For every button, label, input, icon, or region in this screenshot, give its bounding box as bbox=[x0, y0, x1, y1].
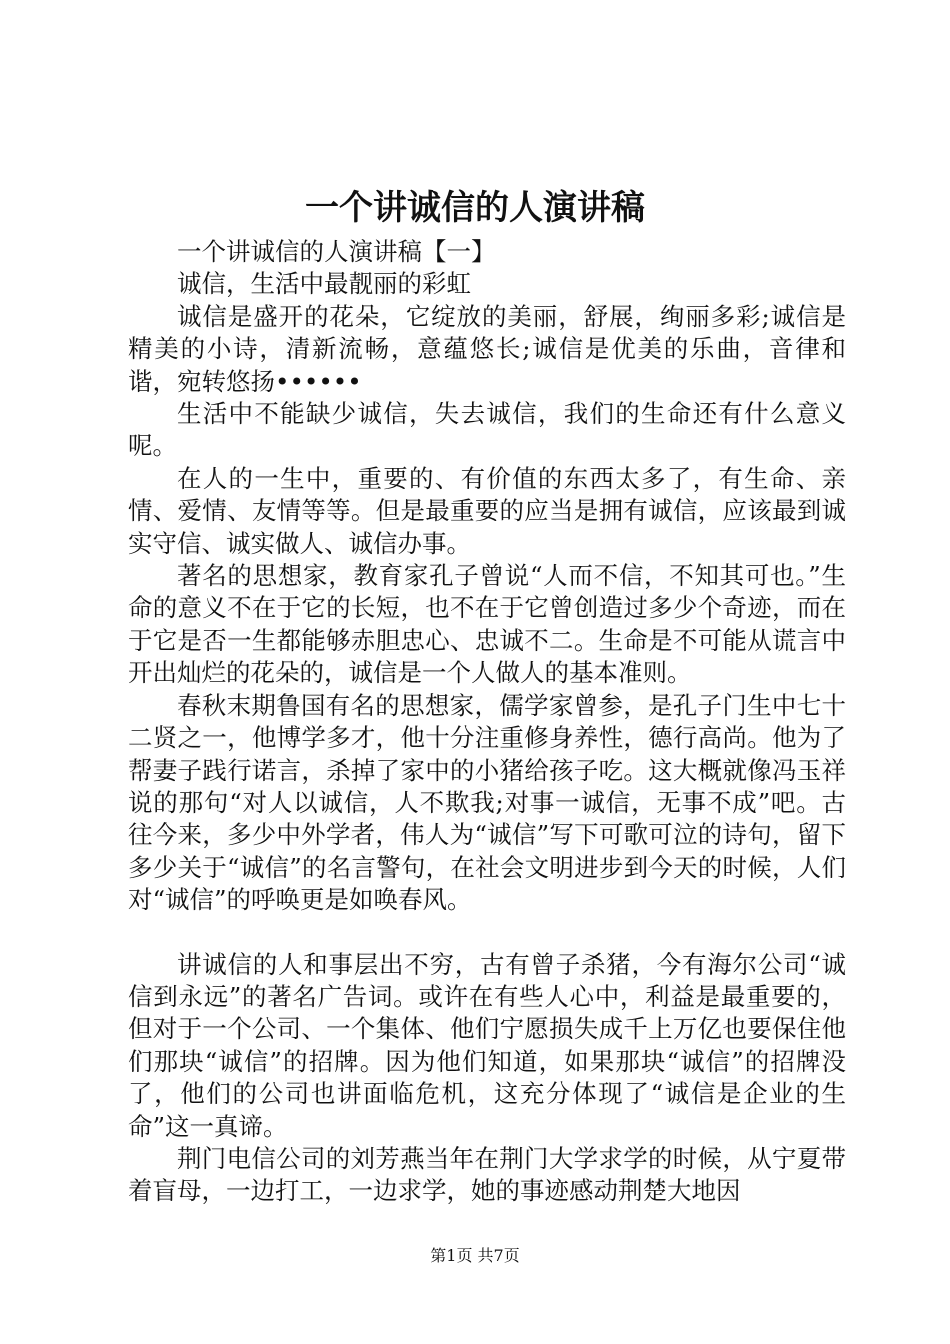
document-body bbox=[128, 236, 846, 1208]
paragraph: 春秋末期鲁国有名的思想家，儒学家曾参，是孔子门生中七十二贤之一，他博学多才，他十分注重修身养性，德行高尚。他为了帮妻子践行诺言，杀掉了家中的小猪给孩子吃。这大概就像冯玉祥说的那句“对人以诚信，人不欺我;对事一诚信，无事不成”吧。古往今来，多少中外学者，伟人为“诚信”写下可歌可泣的诗句，留下多少关于“诚信”的名言警句，在社会文明进步到今天的时候，人们对“诚信”的呼唤更是如唤春风。 bbox=[128, 690, 846, 915]
paragraph: 诚信是盛开的花朵，它绽放的美丽，舒展，绚丽多彩;诚信是精美的小诗，清新流畅，意蕴悠长;诚信是优美的乐曲，音律和谐，宛转悠扬•••••• bbox=[128, 301, 846, 396]
document-title: 一个讲诚信的人演讲稿 bbox=[305, 188, 645, 228]
paragraph: 荆门电信公司的刘芳燕当年在荆门大学求学的时候，从宁夏带着盲母，一边打工，一边求学，她的事迹感动荆楚大地因 bbox=[128, 1143, 846, 1206]
paragraph-heading: 一个讲诚信的人演讲稿【一】 bbox=[177, 237, 496, 266]
paragraph: 生活中不能缺少诚信，失去诚信，我们的生命还有什么意义呢。 bbox=[128, 399, 846, 461]
paragraph: 在人的一生中，重要的、有价值的东西太多了，有生命、亲情、爱情、友情等等。但是最重要的应当是拥有诚信，应该最到诚实守信、诚实做人、诚信办事。 bbox=[128, 463, 846, 558]
page-footer: 第1页 共7页 bbox=[430, 1246, 520, 1265]
paragraph: 著名的思想家，教育家孔子曾说“人而不信，不知其可也。”生命的意义不在于它的长短，也不在于它曾创造过多少个奇迹，而在于它是否一生都能够赤胆忠心、忠诚不二。生命是不可能从谎言中开出灿烂的花朵的，诚信是一个人做人的基本准则。 bbox=[128, 561, 846, 688]
paragraph-subtitle: 诚信，生活中最靓丽的彩虹 bbox=[177, 269, 471, 299]
paragraph: 讲诚信的人和事层出不穷，古有曾子杀猪，今有海尔公司“诚信到永远”的著名广告词。或许在有些人心中，利益是最重要的，但对于一个公司、一个集体、他们宁愿损失成千上万亿也要保住他们那块“诚信”的招牌。因为他们知道，如果那块“诚信”的招牌没了，他们的公司也讲面临危机，这充分体现了“诚信是企业的生命”这一真谛。 bbox=[128, 949, 846, 1141]
